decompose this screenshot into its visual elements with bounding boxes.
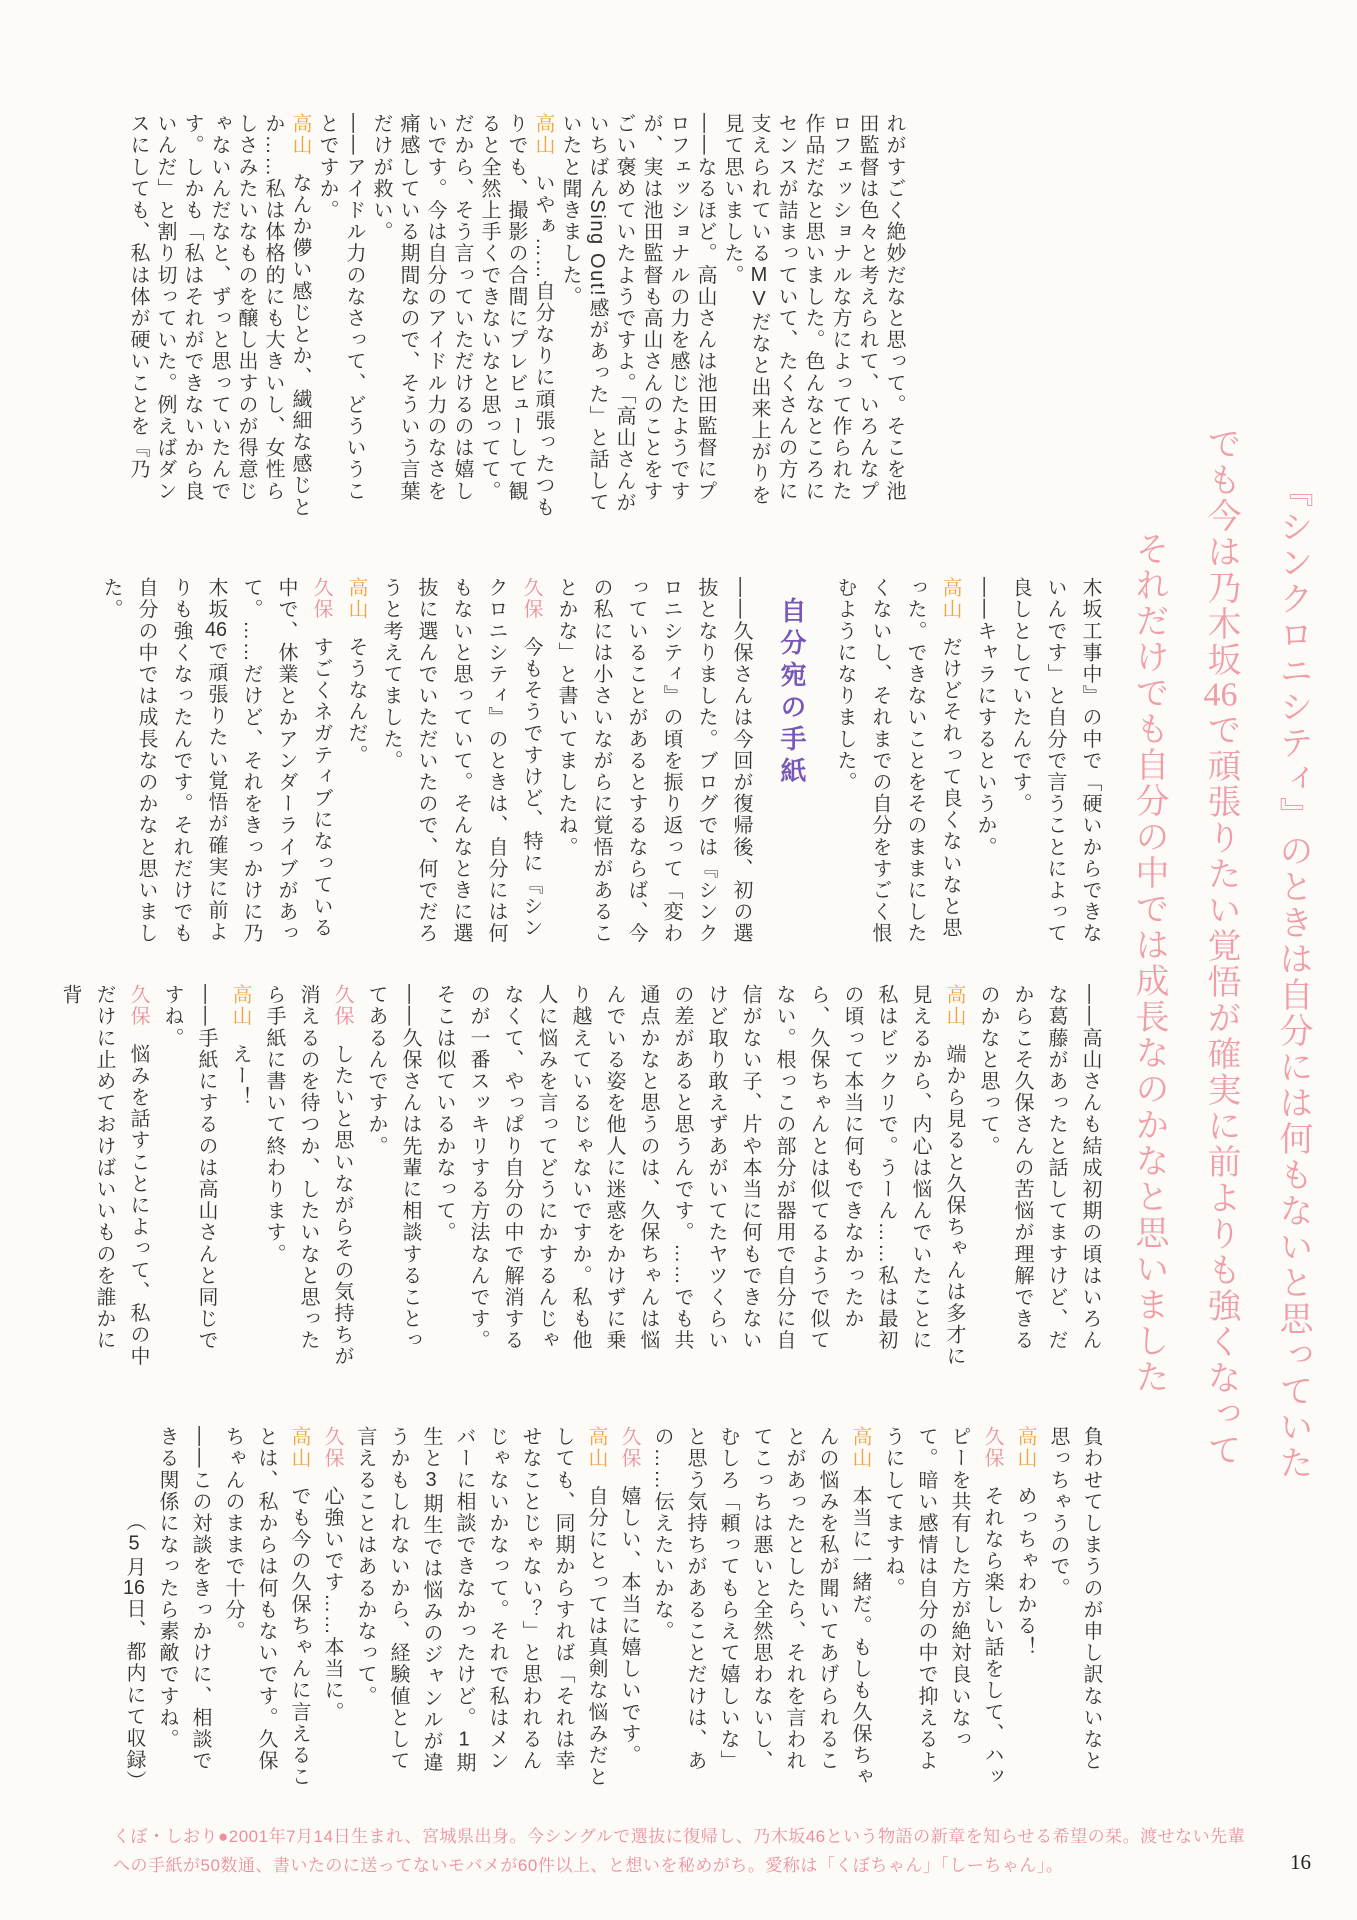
continuation-paragraph: 負わせてしまうのが申し訳ないなと思っちゃうので。 [1047, 1426, 1102, 1772]
kubo-paragraph: 久保したいと思いながらその気持ちが消えるのを待つか、したいなと思ったら手紙に書いて終わります。 [263, 984, 353, 1368]
headline-line-2: でも今は乃木坂46で頑張りたい覚悟が確実に前よりも強くなって [1202, 426, 1239, 1468]
speaker-label-takayama: 高山 [229, 984, 251, 1028]
speaker-label-takayama: 高山 [939, 577, 961, 621]
profile-footer [113, 1822, 1273, 1880]
speaker-label-takayama: 高山 [532, 113, 554, 157]
interview-text-band-3 [59, 984, 1107, 1372]
interviewer-paragraph: ――アイドル力のなさって、どういうことですか。 [316, 113, 365, 502]
page-number: 16 [1290, 1850, 1311, 1874]
takayama-paragraph: 高山そうなんだ。 [345, 577, 367, 766]
takayama-paragraph: 高山だけどそれって良くないなと思った。できないことをそのままにしたくないし、それまでの自分をすごく恨むようになりました。 [834, 577, 961, 945]
interviewer-paragraph: ――この対談をきっかけに、相談できる関係になったら素敵ですね。 [156, 1426, 211, 1772]
speaker-label-takayama: 高山 [289, 113, 311, 157]
speaker-label-takayama: 高山 [1014, 1426, 1036, 1470]
section-heading: 自分宛の手紙 [777, 597, 807, 789]
speaker-label-takayama: 高山 [288, 1426, 310, 1470]
kubo-paragraph: 久保すごくネガティブになっている中で、休業とかアンダーライブがあって。……だけど、それをきっかけに乃木坂46で頑張りたい覚悟が確実に前よりも強くなったんです。それだけでも自分の中では成長なのかなと思いました。 [100, 577, 332, 945]
speaker-label-kubo: 久保 [618, 1426, 640, 1470]
note-paragraph: （5月16日、都内にて収録） [123, 1510, 145, 1792]
continuation-paragraph: 木坂工事中』の中で「硬いからできないんです」と自分で言うことによって良しとしていたんです。 [1009, 577, 1101, 945]
interview-text-band-2 [100, 577, 1107, 959]
speaker-label-kubo: 久保 [127, 984, 149, 1028]
speaker-label-kubo: 久保 [331, 984, 353, 1028]
interviewer-paragraph: ――なるほど。高山さんは池田監督にプロフェッショナルの力を感じたようですが、実は池田監督も高山さんのことをすごい褒めていたようですよ。「高山さんがいちばんSing Out!感があった」と話していたと聞きました。 [559, 113, 716, 514]
interviewer-paragraph: ――高山さんも結成初期の頃はいろんな葛藤があったと話してますけど、だからこそ久保さんの苦悩が理解できるのかなと思って。 [977, 984, 1101, 1352]
kubo-paragraph: 久保嬉しい、本当に嬉しいです。 [618, 1426, 640, 1767]
profile-footer-line-1: くぼ・しおり●2001年7月14日生まれ、宮城県出身。今シングルで選抜に復帰し、乃木坂46という物語の新章を知らせる希望の栞。渡せない先輩 [113, 1827, 1246, 1846]
interviewer-paragraph: ――久保さんは今回が復帰後、初の選抜となりました。ブログでは『シンクロニシティ』の頃を振り返って「変わっていることがあるとするならば、今の私には小さいながらに覚悟があることかな」と書いてましたね。 [555, 577, 752, 945]
speaker-label-kubo: 久保 [310, 577, 332, 621]
takayama-paragraph: 高山いやぁ……自分なりに頑張ったつもりでも、撮影の合間にプレビューして観ると全然上手くできないなと思ってて。だから、そう言っていただけるのは嬉しいです。今は自分のアイドル力のなさを痛感している期間なので、そういう言葉だけが救い。 [370, 113, 554, 518]
takayama-paragraph: 高山なんか儚い感じとか、繊細な感じとか……私は体格的にも大きいし、女性らしさみたいなものを醸し出すのが得意じゃないんだなと、ずっと思っていたんです。しかも「私はそれができないから良いんだ」と割り切っていた。例えばダンスにしても、私は体が硬いことを『乃 [127, 113, 311, 518]
kubo-paragraph: 久保それなら楽しい話をして、ハッピーを共有した方が絶対良いなって。暗い感情は自分の中で抑えるようにしてますね。 [882, 1426, 1003, 1788]
speaker-label-kubo: 久保 [981, 1426, 1003, 1470]
headline-line-3: それだけでも自分の中では成長なのかなと思いました [1130, 531, 1167, 1395]
interview-text-band-4 [115, 1426, 1107, 1792]
speaker-label-takayama: 高山 [943, 984, 965, 1028]
speaker-label-kubo: 久保 [520, 577, 542, 621]
takayama-paragraph: 高山めっちゃわかる！ [1014, 1426, 1036, 1659]
takayama-paragraph: 高山えー！ [229, 984, 251, 1109]
continuation-paragraph: れがすごく絶妙だなと思って。そこを池田監督は色々と考えられて、いろんなプロフェッショナルな方によって作られた作品だなと思いました。色んなところにセンスが詰まっていて、たくさんの方に支えられているMVだなと出来上がりを見て思いました。 [721, 113, 905, 506]
takayama-paragraph: 高山でも今の久保ちゃんに言えることは、私からは何もないです。久保ちゃんのままで十分。 [222, 1426, 310, 1788]
takayama-paragraph: 高山端から見ると久保ちゃんは多才に見えるから、内心は悩んでいたことに私はビックリで。うーん……私は最初の頃って本当に何もできなかったから、久保ちゃんとは似てるようで似てない。根っこの部分が器用で自分に自信がない子、片や本当に何もできないけど取り敢えずあがいてたヤツくらいの差があると思うんです。……でも共通点かなと思うのは、久保ちゃんは悩んでいる姿を他人に迷惑をかけずに乗り越えているじゃないですか。私も他人に悩みを言ってどうにかするんじゃなくて、やっぱり自分の中で解消するのが一番スッキリする方法なんです。そこは似ているかなって。 [433, 984, 965, 1368]
speaker-label-takayama: 高山 [849, 1426, 871, 1470]
kubo-paragraph: 久保心強いです……本当に。 [321, 1426, 343, 1723]
speaker-label-kubo: 久保 [321, 1426, 343, 1470]
profile-footer-line-2: への手紙が50数通、書いたのに送ってないモバメが60件以上、と想いを秘めがち。愛称は「くぼちゃん」「しーちゃん」。 [113, 1856, 1064, 1875]
kubo-paragraph: 久保悩みを話すことによって、私の中だけに止めておけばいいものを誰かに背 [59, 984, 149, 1368]
interview-text-band-1 [115, 113, 907, 523]
interviewer-paragraph: ――手紙にするのは高山さんと同じですね。 [161, 984, 217, 1352]
takayama-paragraph: 高山自分にとっては真剣な悩みだとしても、同期からすれば「それは幸せなことじゃない？」と思われるんじゃないかなって。それで私はメンバーに相談できなかったけど。1期生と3期生では悩みのジャンルが違うかもしれないから、経験値として言えることはあるかなって。 [354, 1426, 607, 1788]
interviewer-paragraph: ――キャラにするというか。 [974, 577, 996, 858]
speaker-label-takayama: 高山 [345, 577, 367, 621]
kubo-paragraph: 久保今もそうですけど、特に『シンクロニシティ』のときは、自分には何もないと思っていて。そんなときに選抜に選んでいただいたので、何でだろうと考えてました。 [380, 577, 542, 945]
headline-line-1: 『シンクロニシティ』のときは自分には何もないと思っていた [1274, 473, 1311, 1481]
takayama-paragraph: 高山本当に一緒だ。もしも久保ちゃんの悩みを私が聞いてあげられることがあったとしたら、それを言われてこっちは悪いと全然思わないし、むしろ「頼ってもらえて嬉しいな」と思う気持ちがあることだけは、あの……伝えたいかな。 [651, 1426, 871, 1788]
speaker-label-takayama: 高山 [585, 1426, 607, 1470]
interviewer-paragraph: ――久保さんは先輩に相談することってあるんですか。 [365, 984, 421, 1352]
